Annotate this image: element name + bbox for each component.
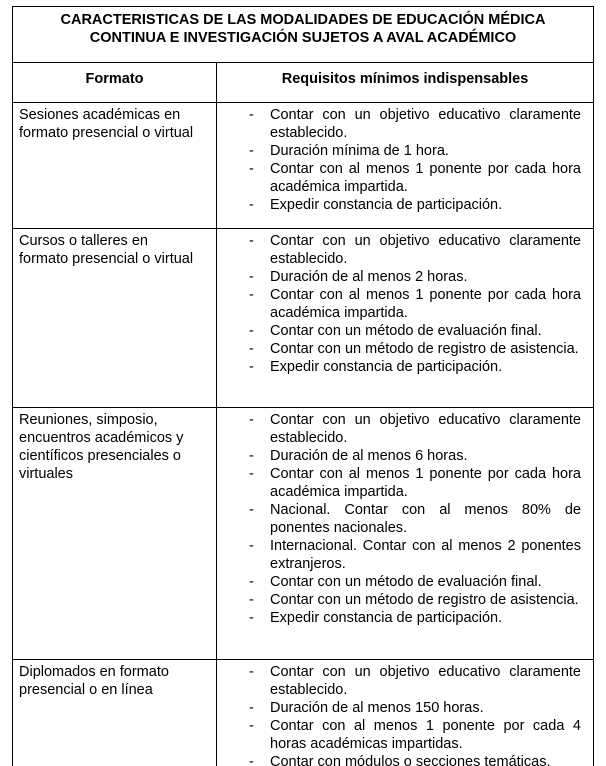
requirement-item: - Contar con un objetivo educativo claramente establecido. <box>217 411 593 447</box>
requirements-table <box>12 6 594 766</box>
requirement-item: - Contar con al menos 1 ponente por cada hora académica impartida. <box>217 286 593 322</box>
row-3-format-line: Reuniones, simposio, <box>19 412 158 428</box>
row-2-requirements <box>217 232 593 376</box>
requirement-item: - Duración mínima de 1 hora. <box>217 142 593 160</box>
row-3-format <box>19 411 209 483</box>
row-4-format <box>19 663 209 699</box>
table-title-line-1: CARACTERISTICAS DE LAS MODALIDADES DE EDUCACIÓN MÉDICA <box>60 12 546 28</box>
requirement-item: - Contar con un método de registro de asistencia. <box>217 340 593 358</box>
requirement-item: - Expedir constancia de participación. <box>217 196 593 214</box>
row-3-requirements <box>217 411 593 627</box>
header-row-divider <box>13 102 593 103</box>
document-page <box>12 6 594 766</box>
requirement-item: - Nacional. Contar con al menos 80% de ponentes nacionales. <box>217 501 593 537</box>
requirement-item: - Contar con un método de evaluación final. <box>217 573 593 591</box>
header-format: Formato <box>85 71 144 87</box>
row-3-format-line: encuentros académicos y <box>19 430 184 446</box>
row-1-requirements <box>217 106 593 214</box>
row-1-format-line: formato presencial o virtual <box>19 125 194 141</box>
row-4-requirements <box>217 663 593 766</box>
row-divider <box>13 228 593 229</box>
requirement-item: - Duración de al menos 2 horas. <box>217 268 593 286</box>
row-2-format-line: Cursos o talleres en <box>19 233 148 249</box>
header-requirements: Requisitos mínimos indispensables <box>281 71 529 87</box>
row-2-format-line: formato presencial o virtual <box>19 251 194 267</box>
row-1-format-line: Sesiones académicas en <box>19 107 181 123</box>
requirement-item: - Contar con al menos 1 ponente por cada 4 horas académicas impartidas. <box>217 717 593 753</box>
row-2-format <box>19 232 209 268</box>
row-3-format-line: virtuales <box>19 466 73 482</box>
requirement-item: - Internacional. Contar con al menos 2 ponentes extranjeros. <box>217 537 593 573</box>
row-4-format-line: Diplomados en formato <box>19 664 169 680</box>
table-title <box>13 7 593 63</box>
requirement-item: - Contar con un objetivo educativo claramente establecido. <box>217 106 593 142</box>
requirement-item: - Contar con un método de registro de asistencia. <box>217 591 593 609</box>
row-4-format-line: presencial o en línea <box>19 682 153 698</box>
row-1-format <box>19 106 209 142</box>
row-3-format-line: científicos presenciales o <box>19 448 181 464</box>
row-divider <box>13 659 593 660</box>
requirement-item: - Contar con un método de evaluación final. <box>217 322 593 340</box>
requirement-item: - Contar con al menos 1 ponente por cada hora académica impartida. <box>217 160 593 196</box>
requirement-item: - Contar con un objetivo educativo claramente establecido. <box>217 663 593 699</box>
requirement-item: - Duración de al menos 150 horas. <box>217 699 593 717</box>
requirement-item: - Contar con un objetivo educativo claramente establecido. <box>217 232 593 268</box>
requirement-item: - Expedir constancia de participación. <box>217 358 593 376</box>
requirement-item: - Duración de al menos 6 horas. <box>217 447 593 465</box>
requirement-item: - Expedir constancia de participación. <box>217 609 593 627</box>
requirement-item: - Contar con módulos o secciones temáticas. <box>217 753 593 766</box>
table-title-line-2: CONTINUA E INVESTIGACIÓN SUJETOS A AVAL ACADÉMICO <box>89 30 517 46</box>
requirement-item: - Contar con al menos 1 ponente por cada hora académica impartida. <box>217 465 593 501</box>
row-divider <box>13 407 593 408</box>
